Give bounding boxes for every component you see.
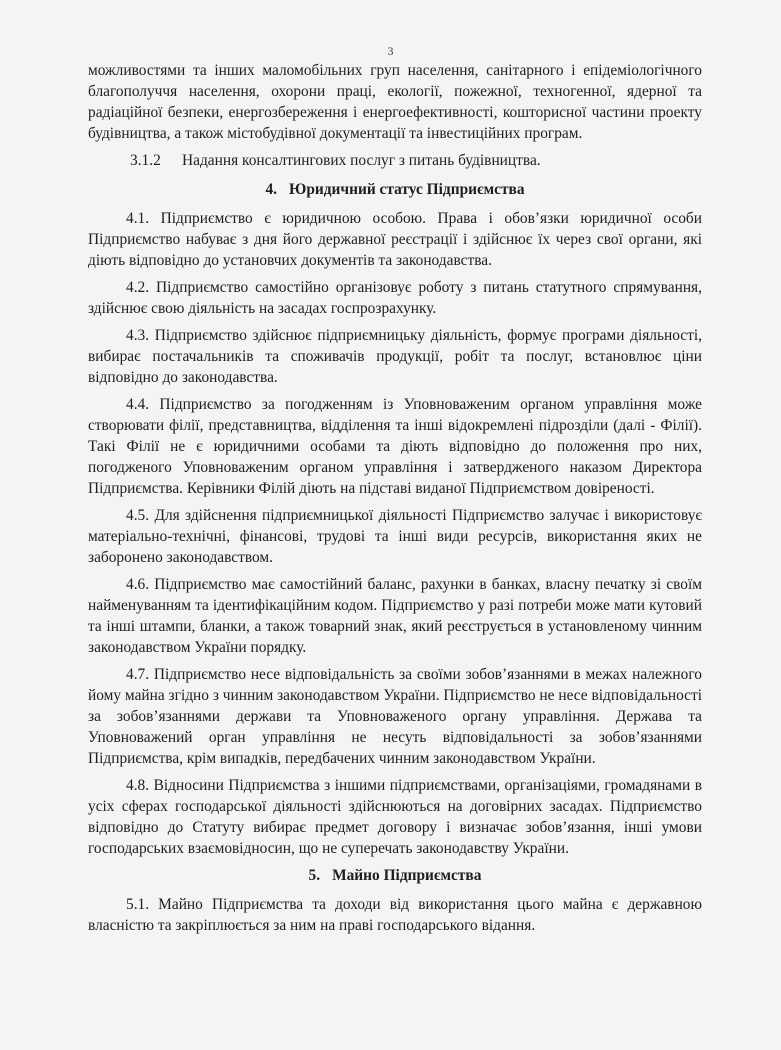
- intro-paragraph: можливостями та інших маломобільних груп населення, санітарного і епідеміологічного благополуччя населення, охорони праці, екології, пожежної, техногенної, ядерної та радіаційної безпеки, енергозбереження і енергоефективності, кошторисної частини проекту будівництва, а також містобудівної документації та інвестиційних програм.: [88, 62, 702, 142]
- clause-4-6: 4.6. Підприємство має самостійний баланс, рахунки в банках, власну печатку зі своїм найменуванням та ідентифікаційним кодом. Підприємство у разі потреби може мати кутовий та інші штампи, бланки, а також товарний знак, який реєструється в установленому чинним законодавством України порядку.: [88, 576, 702, 656]
- clause-4-2: 4.2. Підприємство самостійно організовує роботу з питань статутного спрямування, здійснює свою діяльність на засадах госпрозрахунку.: [88, 279, 702, 317]
- section-title: Майно Підприємства: [332, 867, 482, 884]
- clause-4-1: 4.1. Підприємство є юридичною особою. Права і обов’язки юридичної особи Підприємство набуває з дня його державної реєстрації і здійснює їх через свої органи, які діють відповідно до установчих документів та законодавства.: [88, 210, 702, 269]
- item-3-1-2: [88, 150, 702, 171]
- section-number: 5.: [308, 867, 321, 884]
- item-text: Надання консалтингових послуг з питань будівництва.: [182, 152, 541, 169]
- clause-4-7: 4.7. Підприємство несе відповідальність за своїми зобов’язаннями в межах належного йому майна згідно з чинним законодавством України. Підприємство не несе відповідальності за зобов’язаннями держави та Уповноваженого органу управління. Держава та Уповноважений орган управління не несуть відповідальності за зобов’язаннями Підприємства, крім випадків, передбачених чинним законодавством України.: [88, 666, 702, 767]
- section-5-heading: [88, 865, 702, 886]
- clause-4-3: 4.3. Підприємство здійснює підприємницьку діяльність, формує програми діяльності, вибирає постачальників та споживачів продукції, робіт та послуг, встановлює ціни відповідно до законодавства.: [88, 327, 702, 386]
- clause-4-8: 4.8. Відносини Підприємства з іншими підприємствами, організаціями, громадянами в усіх сферах господарської діяльності здійснюються на договірних засадах. Підприємство відповідно до Статуту вибирає предмет договору і визначає зобов’язання, інші умови господарських взаємовідносин, що не суперечать законодавству України.: [88, 777, 702, 857]
- section-4-heading: [88, 179, 702, 200]
- page-number: 3: [387, 44, 394, 58]
- item-number: 3.1.2: [130, 152, 161, 169]
- clause-4-4: 4.4. Підприємство за погодженням із Уповноваженим органом управління може створювати філії, представництва, відділення та інші відокремлені підрозділи (далі - Філії). Такі Філії не є юридичними особами та діють відповідно до положення про них, погодженого Уповноваженим органом управління і затвердженого наказом Директора Підприємства. Керівники Філій діють на підставі виданої Підприємством довіреності.: [88, 396, 702, 497]
- document-body: [88, 60, 702, 942]
- section-title: Юридичний статус Підприємства: [289, 181, 525, 198]
- section-number: 4.: [265, 181, 277, 198]
- clause-4-5: 4.5. Для здійснення підприємницької діяльності Підприємство залучає і використовує матеріально-технічні, фінансові, трудові та інші види ресурсів, використання яких не заборонено законодавством.: [88, 507, 702, 566]
- clause-5-1: 5.1. Майно Підприємства та доходи від використання цього майна є державною власністю та закріплюється за ним на праві господарського відання.: [88, 896, 702, 934]
